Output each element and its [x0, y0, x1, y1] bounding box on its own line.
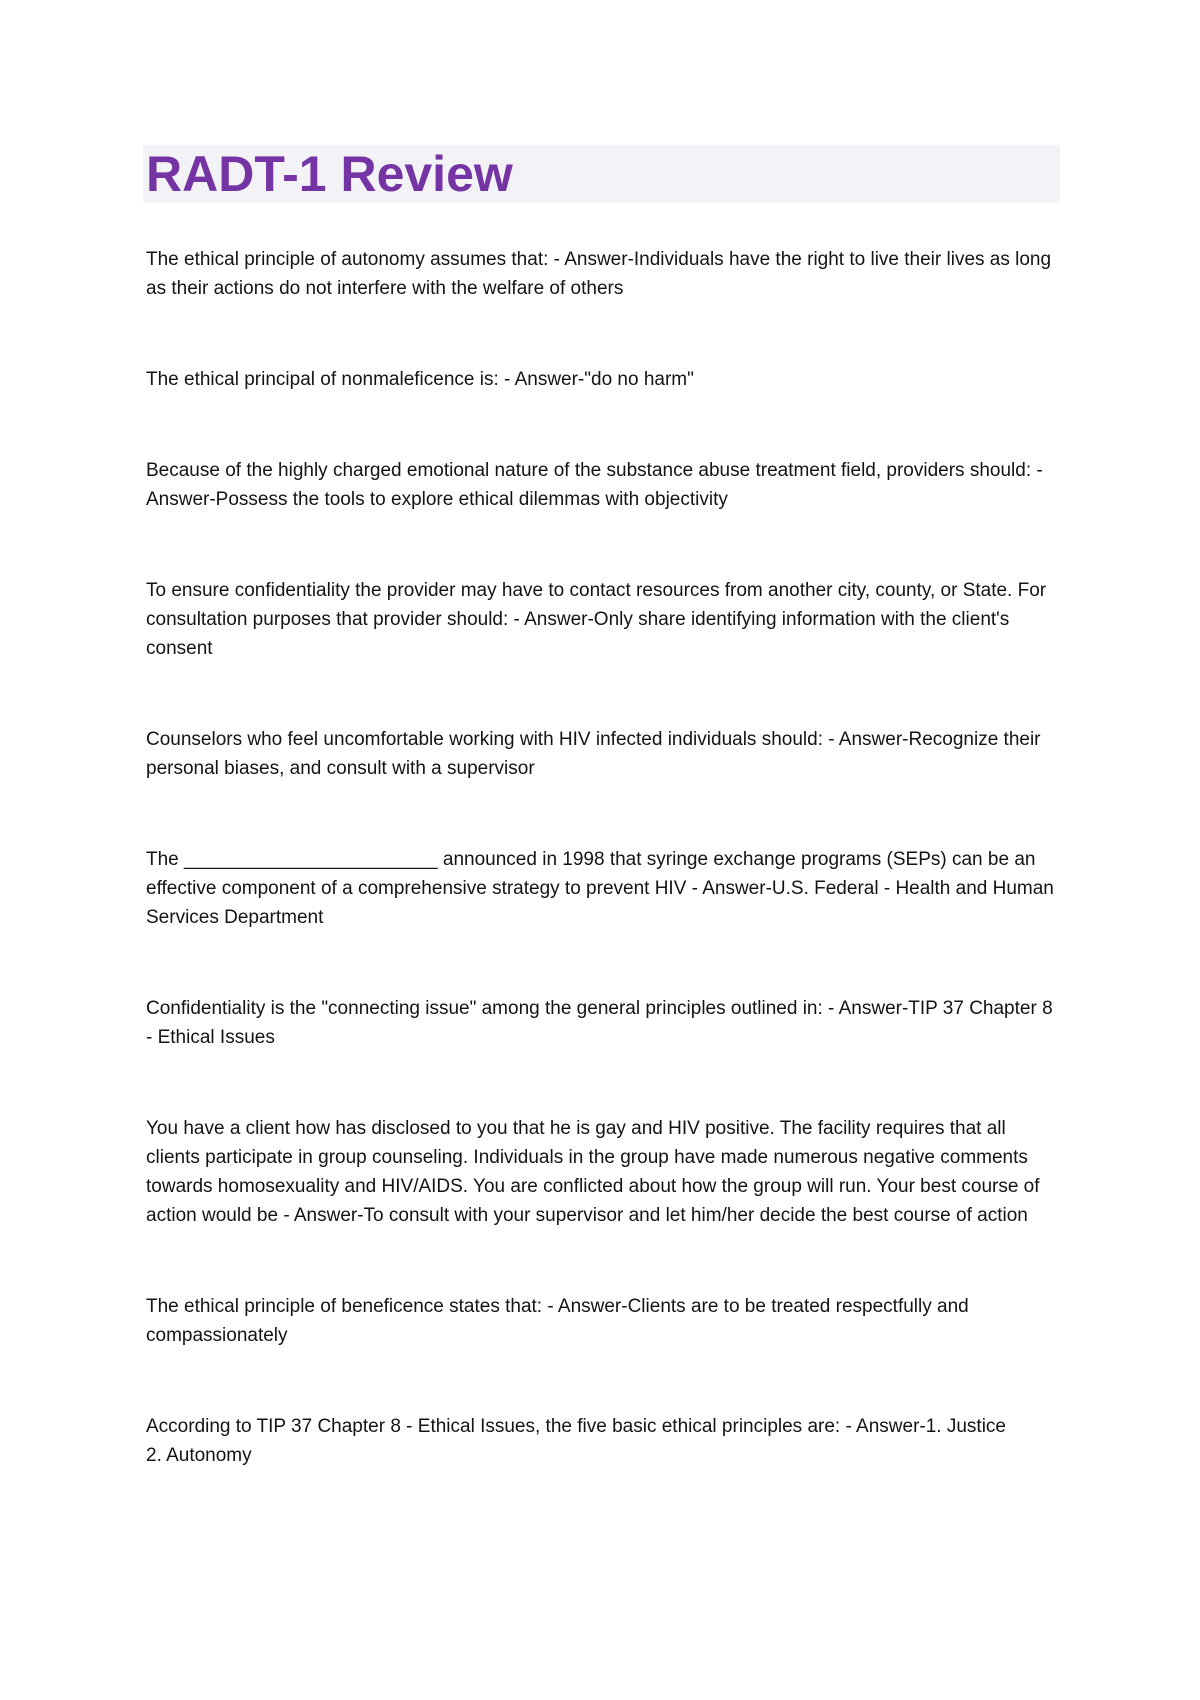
question-answer-item: According to TIP 37 Chapter 8 - Ethical Issues, the five basic ethical principles are: - Answer-1. Justice: [146, 1416, 1006, 1437]
question-answer-item: The ________________________ announced in 1998 that syringe exchange programs (SEPs) can be an effective component of a comprehensive strategy to prevent HIV - Answer-U.S. Federal - Health and Human Services Department: [146, 849, 1054, 928]
question-answer-item: The ethical principle of beneficence states that: - Answer-Clients are to be treated respectfully and compassionately: [146, 1296, 969, 1346]
list-continuation-item: 2. Autonomy: [146, 1445, 252, 1466]
question-answer-item: To ensure confidentiality the provider may have to contact resources from another city, county, or State. For consultation purposes that provider should: - Answer-Only share identifying information with the client's consent: [146, 580, 1047, 659]
page-title: RADT-1 Review: [146, 146, 513, 202]
question-answer-item: You have a client how has disclosed to you that he is gay and HIV positive. The facility requires that all clients participate in group counseling. Individuals in the group have made numerous negative comments towards homosexuality and HIV/AIDS. You are conflicted about how the group will run. Your best course of action would be - Answer-To consult with your supervisor and let him/her decide the best course of action: [146, 1118, 1040, 1226]
question-answer-item: The ethical principle of autonomy assumes that: - Answer-Individuals have the right to live their lives as long as their actions do not interfere with the welfare of others: [146, 249, 1052, 299]
question-answer-item: Confidentiality is the "connecting issue" among the general principles outlined in: - Answer-TIP 37 Chapter 8 - Ethical Issues: [146, 998, 1053, 1048]
question-answer-item: The ethical principal of nonmaleficence is: - Answer-"do no harm": [146, 369, 694, 390]
document-body: [146, 245, 1056, 1470]
question-answer-item: Counselors who feel uncomfortable working with HIV infected individuals should: - Answer-Recognize their personal biases, and consult with a supervisor: [146, 729, 1041, 779]
question-answer-item: Because of the highly charged emotional nature of the substance abuse treatment field, providers should: - Answer-Possess the tools to explore ethical dilemmas with objectivity: [146, 460, 1043, 510]
